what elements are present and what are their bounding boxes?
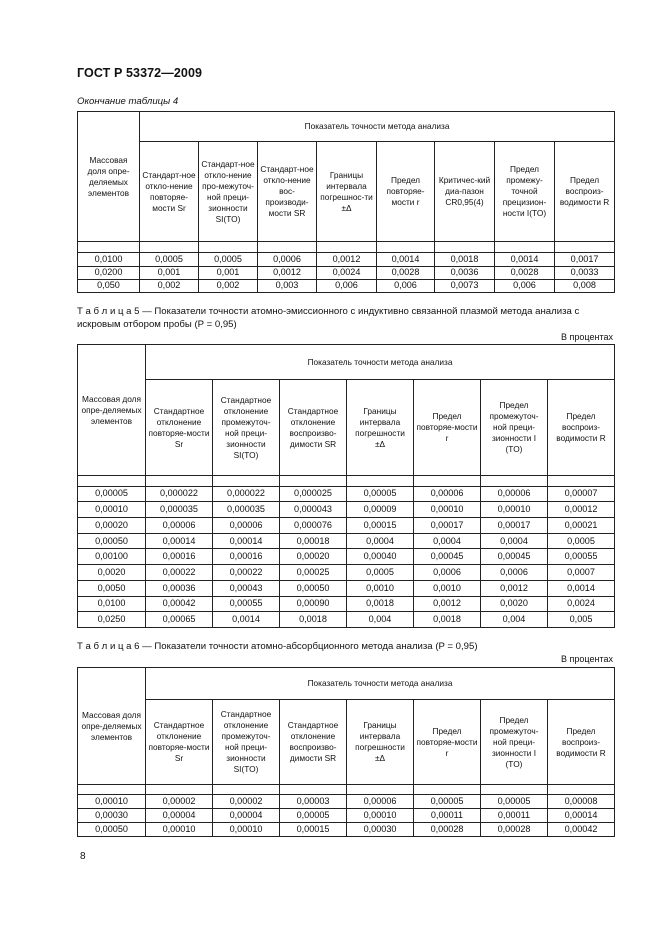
- column-header: Предел повторяе-мости r: [414, 380, 481, 476]
- column-header: Стандартное отклонение промежуточ-ной преци-зионности SI(TO): [213, 699, 280, 785]
- value-cell: 0,0005: [548, 533, 615, 549]
- value-cell: 0,00045: [414, 549, 481, 565]
- value-cell: 0,004: [347, 612, 414, 628]
- value-cell: 0,008: [555, 279, 615, 292]
- value-cell: 0,00007: [548, 486, 615, 502]
- row-label-cell: 0,0250: [78, 612, 146, 628]
- value-cell: 0,0073: [435, 279, 495, 292]
- value-cell: 0,00030: [347, 822, 414, 836]
- value-cell: 0,006: [377, 279, 435, 292]
- value-cell: 0,0018: [435, 253, 495, 266]
- value-cell: 0,00021: [548, 517, 615, 533]
- value-cell: 0,00020: [280, 549, 347, 565]
- column-header: Границы интервала погрешнос-ти ±Δ: [317, 141, 377, 241]
- table-6: [77, 667, 615, 837]
- value-cell: 0,00010: [146, 822, 213, 836]
- value-cell: 0,0012: [258, 266, 317, 279]
- table-row: [78, 549, 615, 565]
- column-header: Предел воспроиз-водимости R: [548, 699, 615, 785]
- value-cell: 0,0004: [347, 533, 414, 549]
- value-cell: 0,00012: [548, 502, 615, 518]
- value-cell: 0,001: [199, 266, 258, 279]
- value-cell: 0,00025: [280, 565, 347, 581]
- row-label-cell: 0,0200: [78, 266, 140, 279]
- value-cell: 0,00005: [280, 808, 347, 822]
- table-row: [78, 266, 615, 279]
- table-row: [78, 517, 615, 533]
- value-cell: 0,0024: [317, 266, 377, 279]
- value-cell: 0,00014: [213, 533, 280, 549]
- row-label-cell: 0,00050: [78, 822, 146, 836]
- value-cell: 0,00010: [414, 502, 481, 518]
- value-cell: 0,0014: [213, 612, 280, 628]
- value-cell: 0,000076: [280, 517, 347, 533]
- value-cell: 0,00017: [414, 517, 481, 533]
- row-label-cell: 0,0050: [78, 580, 146, 596]
- value-cell: 0,00018: [280, 533, 347, 549]
- row-label-cell: 0,0100: [78, 253, 140, 266]
- table-4: [77, 111, 615, 293]
- value-cell: 0,00016: [146, 549, 213, 565]
- row-label-cell: 0,0100: [78, 596, 146, 612]
- value-cell: 0,00011: [481, 808, 548, 822]
- value-cell: 0,0024: [548, 596, 615, 612]
- value-cell: 0,00014: [548, 808, 615, 822]
- value-cell: 0,006: [317, 279, 377, 292]
- value-cell: 0,00006: [213, 517, 280, 533]
- value-cell: 0,00055: [213, 596, 280, 612]
- table-row: [78, 596, 615, 612]
- row-label-cell: 0,050: [78, 279, 140, 292]
- column-header: Границы интервала погрешности ±Δ: [347, 380, 414, 476]
- row-label-cell: 0,00030: [78, 808, 146, 822]
- value-cell: 0,00014: [146, 533, 213, 549]
- value-cell: 0,00011: [414, 808, 481, 822]
- table4-caption: Окончание таблицы 4: [77, 96, 179, 107]
- value-cell: 0,00006: [347, 794, 414, 808]
- value-cell: 0,0006: [258, 253, 317, 266]
- value-cell: 0,0014: [377, 253, 435, 266]
- table-5: [77, 344, 615, 628]
- value-cell: 0,0028: [377, 266, 435, 279]
- table-row: [78, 794, 615, 808]
- value-cell: 0,004: [481, 612, 548, 628]
- table-row: [78, 565, 615, 581]
- value-cell: 0,00009: [347, 502, 414, 518]
- row-header: Массовая доля опре-деляемых элементов: [78, 112, 140, 242]
- value-cell: 0,00008: [548, 794, 615, 808]
- column-header: Предел промежуточ-ной преци-зионности I (TO): [481, 380, 548, 476]
- column-header: Стандартное отклонение воспроизво-димости SR: [280, 699, 347, 785]
- column-header: Стандартное отклонение воспроизво-димости SR: [280, 380, 347, 476]
- column-header-row: [78, 141, 615, 241]
- value-cell: 0,00002: [213, 794, 280, 808]
- value-cell: 0,0006: [481, 565, 548, 581]
- value-cell: 0,00005: [481, 794, 548, 808]
- value-cell: 0,000035: [146, 502, 213, 518]
- table-row: [78, 822, 615, 836]
- table-row: [78, 253, 615, 266]
- value-cell: 0,00055: [548, 549, 615, 565]
- value-cell: 0,00045: [481, 549, 548, 565]
- value-cell: 0,0018: [347, 596, 414, 612]
- value-cell: 0,0028: [495, 266, 555, 279]
- value-cell: 0,00022: [213, 565, 280, 581]
- row-header: Массовая доля опре-деляемых элементов: [78, 345, 146, 476]
- value-cell: 0,00004: [213, 808, 280, 822]
- value-cell: 0,00006: [481, 486, 548, 502]
- value-cell: 0,0005: [199, 253, 258, 266]
- value-cell: 0,00065: [146, 612, 213, 628]
- table-row: [78, 502, 615, 518]
- value-cell: 0,00005: [347, 486, 414, 502]
- value-cell: 0,0004: [481, 533, 548, 549]
- value-cell: 0,000022: [213, 486, 280, 502]
- group-header: Показатель точности метода анализа: [146, 345, 615, 380]
- row-label-cell: 0,00100: [78, 549, 146, 565]
- value-cell: 0,0012: [481, 580, 548, 596]
- column-header: Предел повторяе-мости r: [377, 141, 435, 241]
- row-label-cell: 0,00010: [78, 502, 146, 518]
- table6-unit: В процентах: [561, 654, 613, 664]
- value-cell: 0,0036: [435, 266, 495, 279]
- table5-unit: В процентах: [561, 332, 613, 342]
- value-cell: 0,002: [140, 279, 199, 292]
- value-cell: 0,0014: [548, 580, 615, 596]
- value-cell: 0,00010: [347, 808, 414, 822]
- value-cell: 0,00042: [146, 596, 213, 612]
- value-cell: 0,0018: [414, 612, 481, 628]
- value-cell: 0,00015: [347, 517, 414, 533]
- value-cell: 0,000022: [146, 486, 213, 502]
- value-cell: 0,00006: [146, 517, 213, 533]
- value-cell: 0,0012: [414, 596, 481, 612]
- column-header: Предел промежу-точной прецизион-ности I(TO): [495, 141, 555, 241]
- value-cell: 0,001: [140, 266, 199, 279]
- value-cell: 0,00003: [280, 794, 347, 808]
- table-row: [78, 612, 615, 628]
- column-header: Стандарт-ное откло-нение про-межуточ-ной преци-зионности SI(TO): [199, 141, 258, 241]
- value-cell: 0,003: [258, 279, 317, 292]
- value-cell: 0,0005: [347, 565, 414, 581]
- column-header: Стандарт-ное откло-нение повторяе-мости Sr: [140, 141, 199, 241]
- value-cell: 0,00017: [481, 517, 548, 533]
- column-header: Стандарт-ное откло-нение вос-производи-мости SR: [258, 141, 317, 241]
- value-cell: 0,00005: [414, 794, 481, 808]
- value-cell: 0,0006: [414, 565, 481, 581]
- table-row: [78, 486, 615, 502]
- value-cell: 0,0010: [414, 580, 481, 596]
- document-header: ГОСТ Р 53372—2009: [77, 66, 203, 80]
- value-cell: 0,002: [199, 279, 258, 292]
- column-header: Предел воспроиз-водимости R: [548, 380, 615, 476]
- row-label-cell: 0,00005: [78, 486, 146, 502]
- column-header: Предел повторяе-мости r: [414, 699, 481, 785]
- value-cell: 0,00004: [146, 808, 213, 822]
- column-header: Предел воспроиз-водимости R: [555, 141, 615, 241]
- group-header: Показатель точности метода анализа: [146, 668, 615, 700]
- value-cell: 0,00022: [146, 565, 213, 581]
- value-cell: 0,00010: [213, 822, 280, 836]
- value-cell: 0,00006: [414, 486, 481, 502]
- value-cell: 0,00028: [414, 822, 481, 836]
- row-label-cell: 0,00010: [78, 794, 146, 808]
- column-header: Границы интервала погрешности ±Δ: [347, 699, 414, 785]
- value-cell: 0,0010: [347, 580, 414, 596]
- value-cell: 0,00036: [146, 580, 213, 596]
- column-header: Критичес-кий диа-пазон CR0,95(4): [435, 141, 495, 241]
- table-row: [78, 533, 615, 549]
- column-header: Предел промежуточ-ной преци-зионности I (TO): [481, 699, 548, 785]
- row-label-cell: 0,00020: [78, 517, 146, 533]
- value-cell: 0,00010: [481, 502, 548, 518]
- value-cell: 0,006: [495, 279, 555, 292]
- value-cell: 0,00090: [280, 596, 347, 612]
- value-cell: 0,00043: [213, 580, 280, 596]
- value-cell: 0,0005: [140, 253, 199, 266]
- value-cell: 0,00002: [146, 794, 213, 808]
- value-cell: 0,0014: [495, 253, 555, 266]
- column-header: Стандартное отклонение повторяе-мости Sr: [146, 699, 213, 785]
- table-row: [78, 279, 615, 292]
- group-header: Показатель точности метода анализа: [140, 112, 615, 142]
- value-cell: 0,0018: [280, 612, 347, 628]
- value-cell: 0,0017: [555, 253, 615, 266]
- value-cell: 0,00028: [481, 822, 548, 836]
- value-cell: 0,0007: [548, 565, 615, 581]
- value-cell: 0,005: [548, 612, 615, 628]
- value-cell: 0,00042: [548, 822, 615, 836]
- table-row: [78, 580, 615, 596]
- table5-caption: Т а б л и ц а 5 — Показатели точности атомно-эмиссионного с индуктивно связанной плазмой метода анализа с искровым отбором пробы (P = 0,95): [77, 306, 580, 330]
- value-cell: 0,0033: [555, 266, 615, 279]
- value-cell: 0,00040: [347, 549, 414, 565]
- value-cell: 0,0012: [317, 253, 377, 266]
- row-label-cell: 0,0020: [78, 565, 146, 581]
- value-cell: 0,0020: [481, 596, 548, 612]
- page-number: 8: [80, 851, 86, 862]
- value-cell: 0,000025: [280, 486, 347, 502]
- value-cell: 0,00015: [280, 822, 347, 836]
- row-header: Массовая доля опре-деляемых элементов: [78, 668, 146, 785]
- value-cell: 0,0004: [414, 533, 481, 549]
- value-cell: 0,00050: [280, 580, 347, 596]
- column-header: Стандартное отклонение промежуточ-ной преци-зионности SI(TO): [213, 380, 280, 476]
- table6-caption: Т а б л и ц а 6 — Показатели точности атомно-абсорбционного метода анализа (P = 0,95): [77, 641, 478, 652]
- row-label-cell: 0,00050: [78, 533, 146, 549]
- value-cell: 0,00016: [213, 549, 280, 565]
- table-row: [78, 808, 615, 822]
- value-cell: 0,000035: [213, 502, 280, 518]
- value-cell: 0,000043: [280, 502, 347, 518]
- column-header: Стандартное отклонение повторяе-мости Sr: [146, 380, 213, 476]
